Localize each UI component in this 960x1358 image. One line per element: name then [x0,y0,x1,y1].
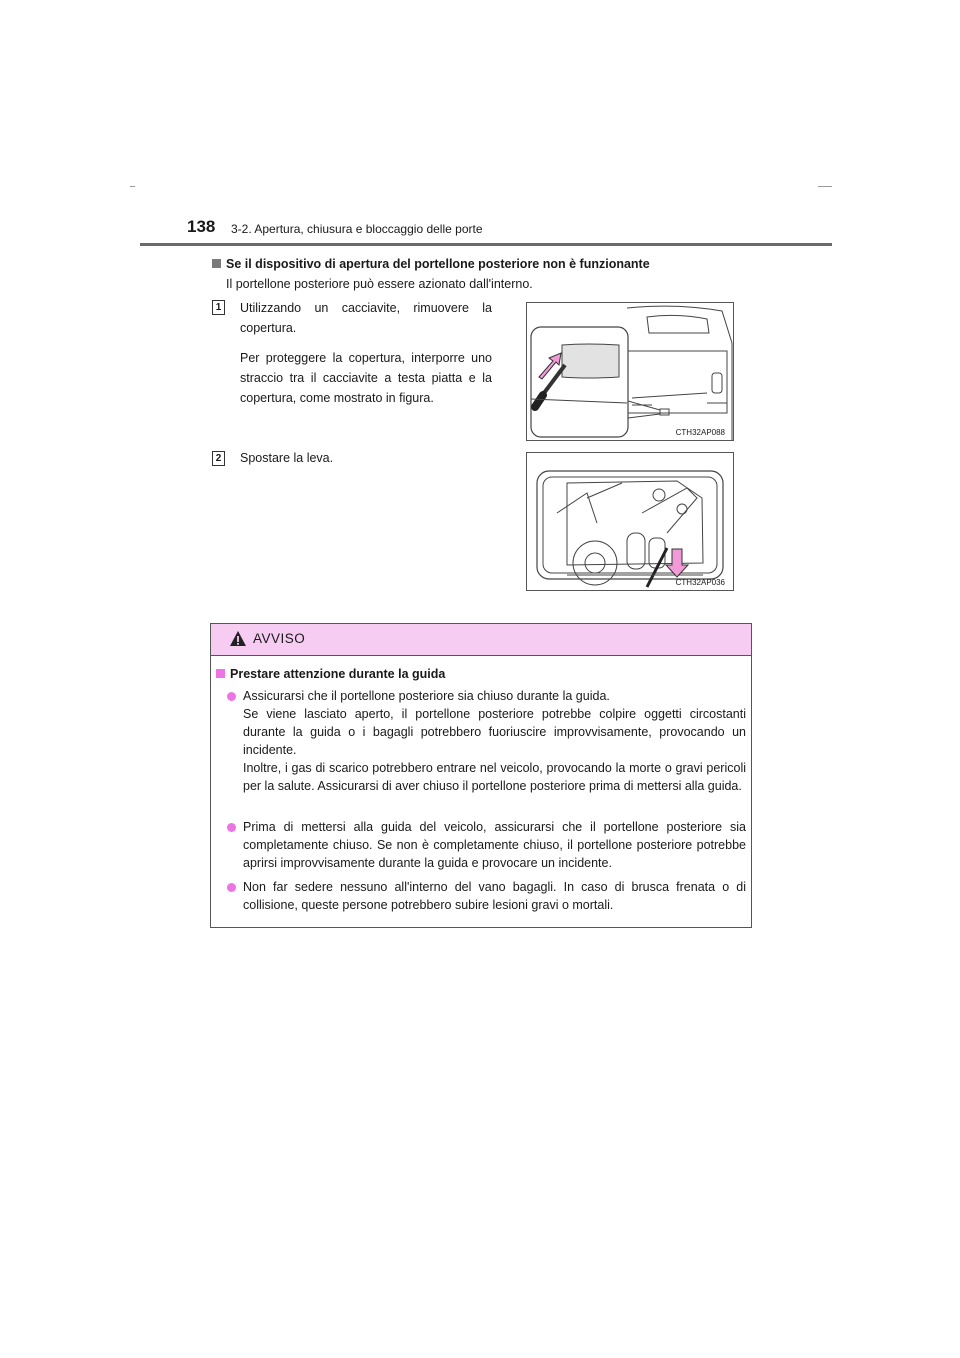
warning-title: AVVISO [253,631,306,646]
figure-code-2: CTH32AP036 [675,578,725,587]
section-heading-text: Se il dispositivo di apertura del portellone posteriore non è funzionante [226,257,650,271]
warning-header [211,624,751,656]
warning-triangle-icon [229,630,247,647]
warning-bullet-1-line-1: Assicurarsi che il portellone posteriore sia chiuso durante la guida. [243,689,610,703]
lever-illustration [527,453,733,590]
header-rule [140,243,832,246]
step-1-text [240,298,492,418]
bullet-dot-icon [227,883,236,892]
warning-bullet-1-line-2: Se viene lasciato aperto, il portellone posteriore potrebbe colpire oggetti circostanti durante la guida o i bagagli potrebbero fuoriuscire improvvisamente, provocando un incidente. [243,707,746,757]
section-intro: Il portellone posteriore può essere azionato dall'interno. [226,277,533,291]
bullet-dot-icon [227,692,236,701]
warning-bullet-2-line-1: Prima di mettersi alla guida del veicolo, assicurarsi che il portellone posteriore sia completamente chiuso. Se non è completamente chiuso, il portellone posteriore potrebbe aprirsi improvvisamente durante la guida e provocare un incidente. [243,820,746,870]
step-1-paragraph-2: Per proteggere la copertura, interporre uno straccio tra il cacciavite a testa piatta e la copertura, come mostrato in figura. [240,351,492,405]
warning-heading-text: Prestare attenzione durante la guida [230,667,446,681]
chapter-title: 3-2. Apertura, chiusura e bloccaggio delle porte [231,222,483,236]
crop-mark-right [818,186,832,187]
warning-box [210,623,752,928]
warning-bullet-3 [226,878,746,914]
warning-bullet-2 [226,818,746,872]
figure-code-1: CTH32AP088 [675,428,725,437]
warning-bullet-1 [226,687,746,795]
square-bullet-icon [212,259,221,268]
figure-lever [526,452,734,591]
step-2-text [240,448,492,478]
warning-heading [216,667,445,681]
step-number-1: 1 [212,300,225,315]
figure-tailgate-cover [526,302,734,441]
step-number-2: 2 [212,451,225,466]
warning-bullet-3-line-1: Non far sedere nessuno all'interno del vano bagagli. In caso di brusca frenata o di collisione, queste persone potrebbero subire lesioni gravi o mortali. [243,880,746,912]
bullet-dot-icon [227,823,236,832]
step-2-paragraph-1: Spostare la leva. [240,451,334,465]
square-bullet-icon [216,669,225,678]
crop-mark-left [130,186,135,187]
warning-bullet-1-line-3: Inoltre, i gas di scarico potrebbero entrare nel veicolo, provocando la morte o gravi pericoli per la salute. Assicurarsi di aver chiuso il portellone posteriore prima di mettersi alla guida. [243,761,746,793]
page-number: 138 [187,217,216,236]
section-heading [212,257,650,271]
step-1-paragraph-1: Utilizzando un cacciavite, rimuovere la copertura. [240,301,492,335]
tailgate-cover-illustration [527,303,733,440]
